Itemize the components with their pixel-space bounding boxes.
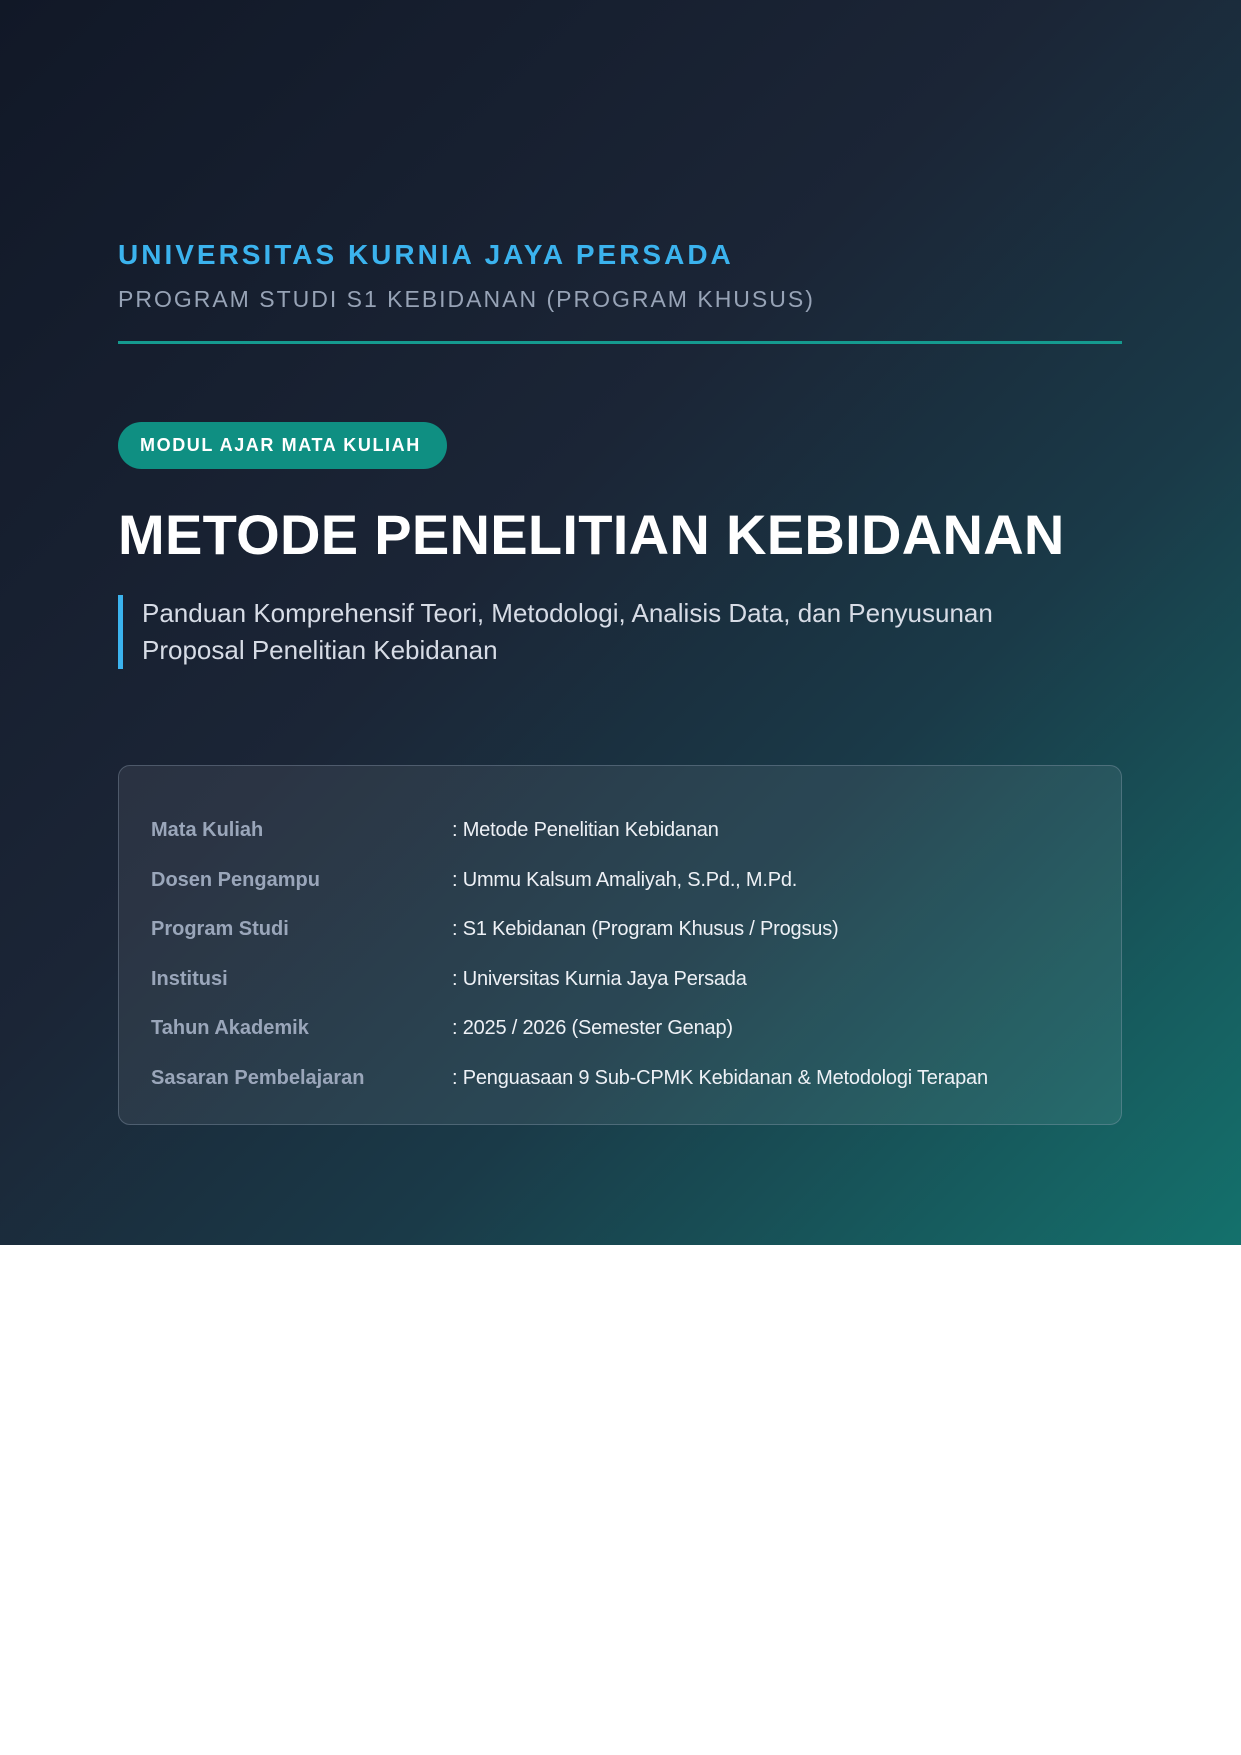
info-row-program <box>151 905 1089 955</box>
study-program: PROGRAM STUDI S1 KEBIDANAN (PROGRAM KHUSUS) <box>118 286 815 312</box>
info-label: Program Studi <box>151 918 289 941</box>
info-row-academic-year <box>151 1004 1089 1054</box>
info-label: Sasaran Pembelajaran <box>151 1066 365 1089</box>
info-value: : Universitas Kurnia Jaya Persada <box>452 967 747 990</box>
university-name: UNIVERSITAS KURNIA JAYA PERSADA <box>118 239 734 270</box>
course-info-card <box>118 765 1122 1125</box>
info-label: Tahun Akademik <box>151 1017 309 1040</box>
info-row-learning-target <box>151 1054 1089 1104</box>
cover-content <box>118 238 1122 669</box>
info-value: : Penguasaan 9 Sub-CPMK Kebidanan & Metodologi Terapan <box>452 1066 988 1089</box>
info-value: : 2025 / 2026 (Semester Genap) <box>452 1017 733 1040</box>
info-row-lecturer <box>151 856 1089 906</box>
info-label: Institusi <box>151 967 228 990</box>
info-label: Dosen Pengampu <box>151 868 320 891</box>
info-row-course <box>151 806 1089 856</box>
header-divider <box>118 341 1122 344</box>
info-value: : S1 Kebidanan (Program Khusus / Progsus) <box>452 918 839 941</box>
info-value: : Ummu Kalsum Amaliyah, S.Pd., M.Pd. <box>452 868 798 891</box>
info-label: Mata Kuliah <box>151 819 264 842</box>
document-subtitle: Panduan Komprehensif Teori, Metodologi, Analisis Data, dan Penyusunan Proposal Penelitian Kebidanan <box>118 595 1042 669</box>
module-badge: MODUL AJAR MATA KULIAH <box>118 422 447 469</box>
info-value: : Metode Penelitian Kebidanan <box>452 819 719 842</box>
document-title: METODE PENELITIAN KEBIDANAN <box>118 503 1065 566</box>
info-row-institution <box>151 955 1089 1005</box>
